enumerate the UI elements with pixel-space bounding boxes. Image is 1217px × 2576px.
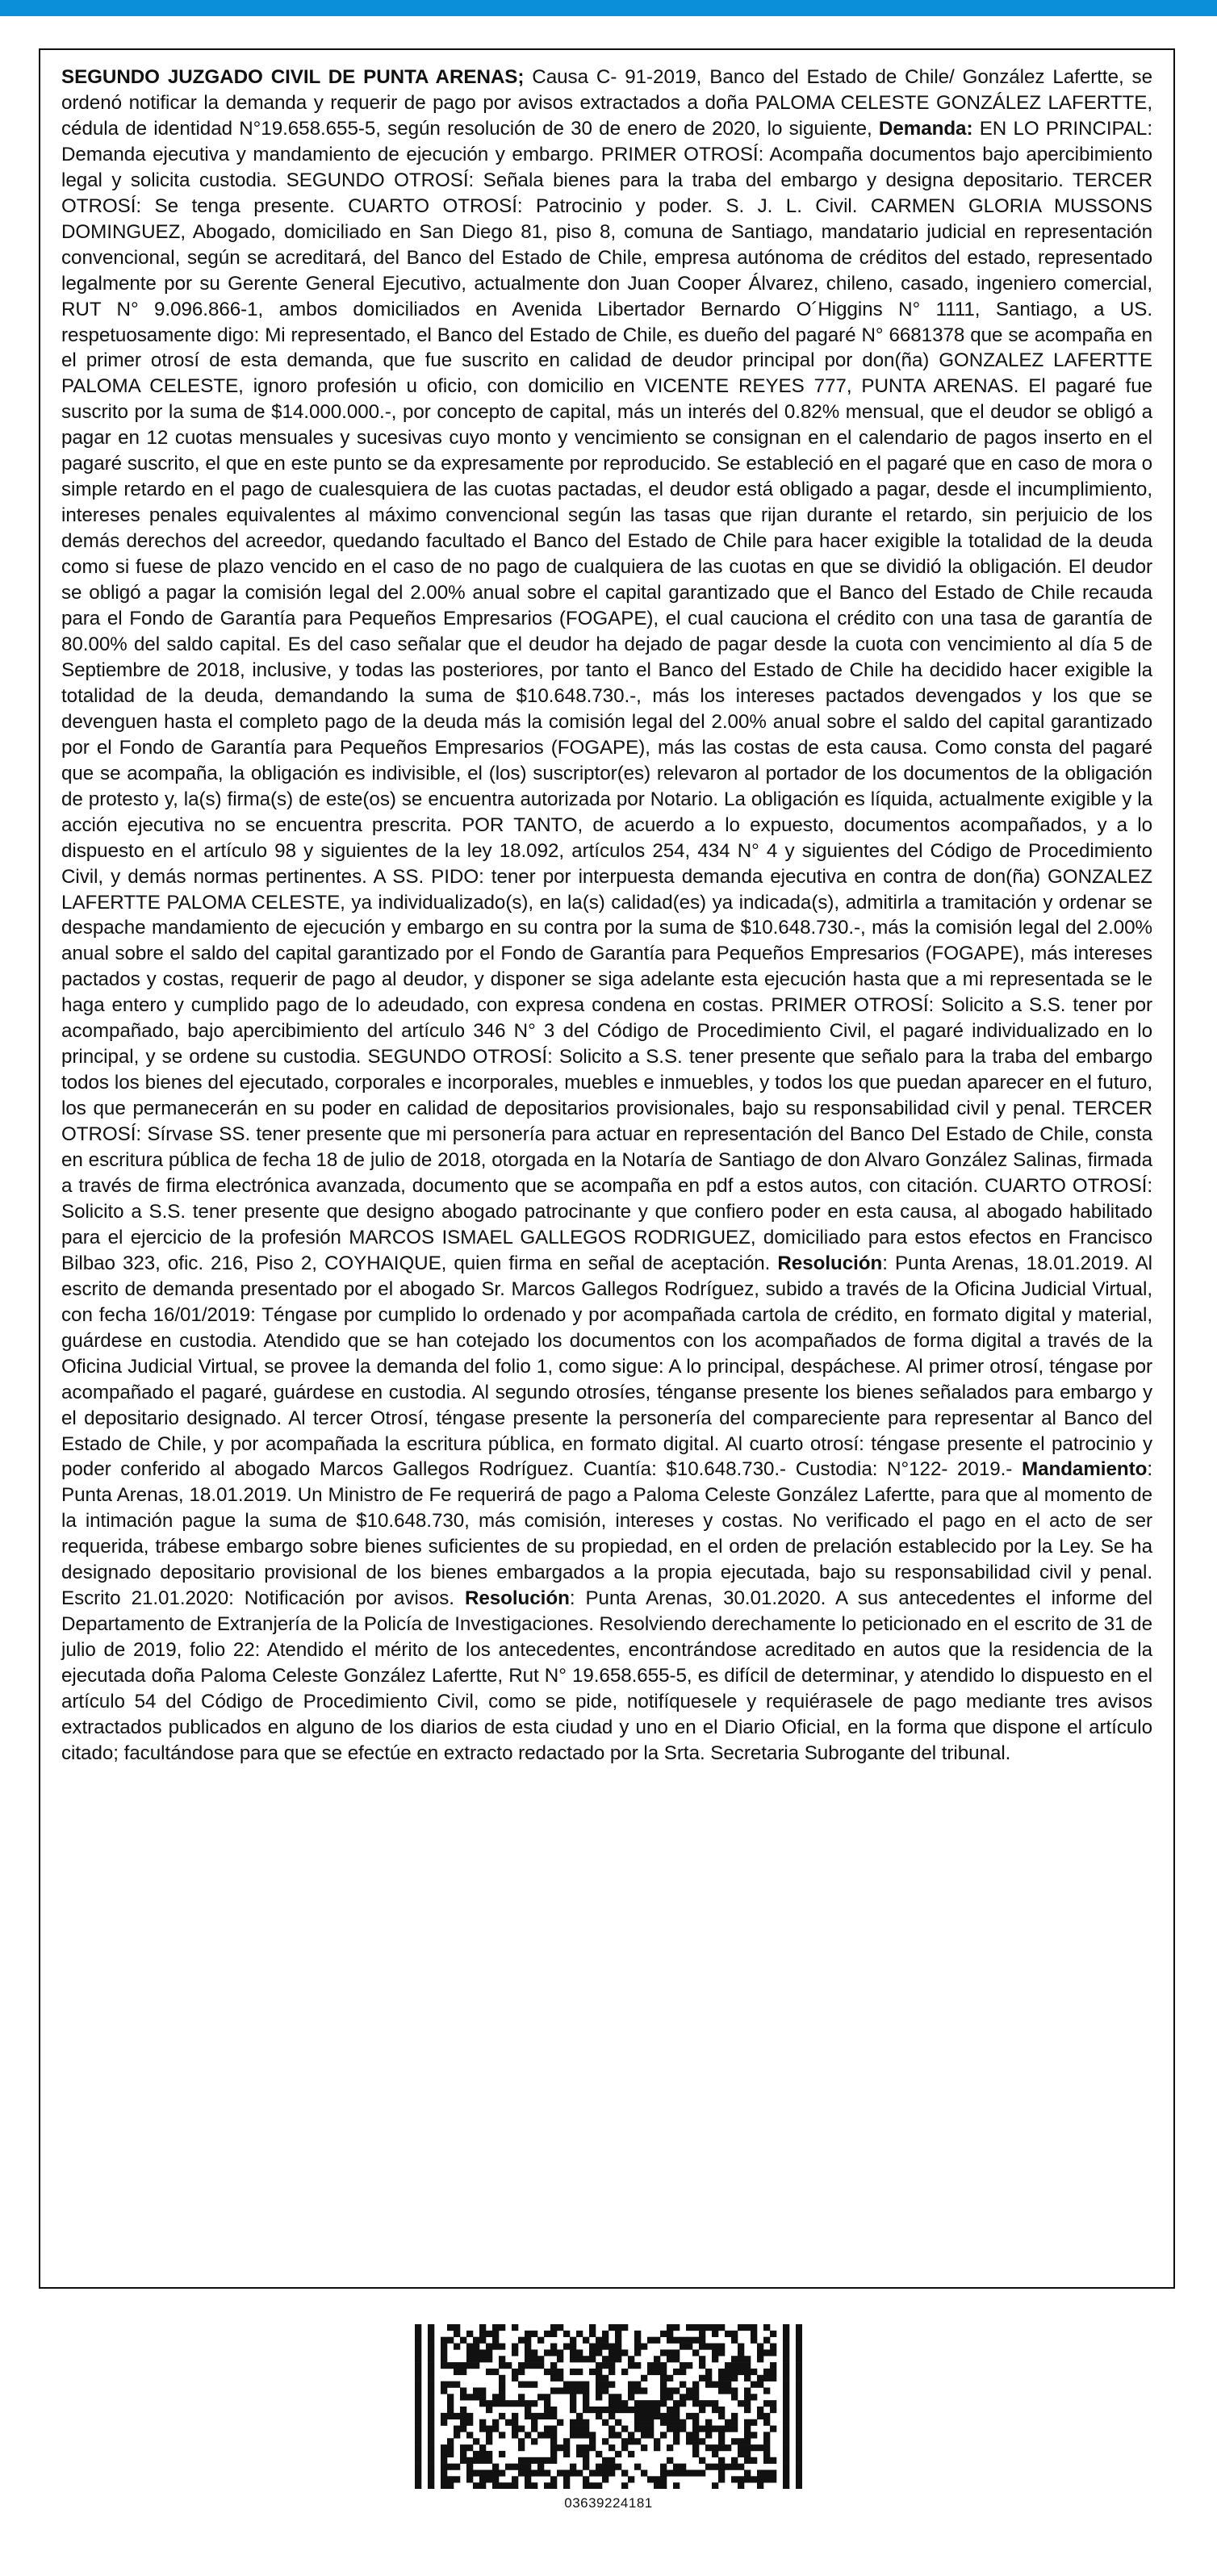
resolucion-label-2: Resolución [464, 1587, 570, 1610]
barcode-number: 03639224181 [564, 2495, 653, 2511]
barcode-icon [415, 2324, 802, 2489]
notice-paragraph-3: : Punta Arenas, 18.01.2019. Al escrito de demanda presentado por el abogado Sr. Marcos Gallegos Rodríguez, subido a través de la Oficina Judicial Virtual, con fecha 16/01/2019: Téngase por cumplido lo ordenado y por acompañada cartola de crédito, en formato digital y material, guárdese en custodia. Atendido que se han cotejado los documentos con los acompañados de forma digital a través de la Oficina Judicial Virtual, se provee la demanda del folio 1, como sigue: A lo principal, despáchese. Al primer otrosí, téngase por acompañado el pagaré, guárdese en custodia. Al segundo otrosíes, ténganse presente los bienes señalados para embargo y el depositario designado. Al tercer Otrosí, téngase presente la personería del compareciente para representar al Banco del Estado de Chile, y por acompañada la escritura pública, en formato digital. Al cuarto otrosí: téngase presente el patrocinio y poder conferido al abogado Marcos Gallegos Rodríguez. Cuantía: $10.648.730.- Custodia: N°122- 2019.- [61, 1252, 1153, 1481]
notice-paragraph-1: Causa C- 91-2019, Banco del Estado de Chile/ González Lafertte, se ordenó notificar la demanda y requerir de pago por avisos extractados a doña PALOMA CELESTE GONZÁLEZ LAFERTTE, cédula de identidad N°19.658.655-5, según resolución de 30 de enero de 2020, lo siguiente, [61, 66, 1153, 140]
resolucion-label-1: Resolución [777, 1252, 883, 1274]
notice-paragraph-4: : Punta Arenas, 18.01.2019. Un Ministro de Fe requerirá de pago a Paloma Celeste González Lafertte, para que al momento de la intimación pague la suma de $10.648.730, más comisión, intereses y costas. No verificado el pago en el acto de ser requerida, trábese embargo sobre bienes suficientes de su propiedad, en el orden de prelación establecido por la Ley. Se ha designado depositario provisional de los bienes embargados a la propia ejecutada, bajo su responsabilidad civil y penal. Escrito 21.01.2020: Notificación por avisos. [61, 1458, 1152, 1610]
demanda-label: Demanda: [878, 117, 973, 140]
notice-paragraph-5: : Punta Arenas, 30.01.2020. A sus antecedentes el informe del Departamento de Extranjería de la Policía de Investigaciones. Resolviendo derechamente lo peticionado en el escrito de 31 de julio de 2019, folio 22: Atendido el mérito de los antecedentes, encontrándose acreditado en autos que la residencia de la ejecutada doña Paloma Celeste González Lafertte, Rut N° 19.658.655-5, es difícil de determinar, y atendido lo dispuesto en el artículo 54 del Código de Procedimiento Civil, como se pide, notifíquesele y requiérasele de pago mediante tres avisos extractados publicados en alguno de los diarios de esta ciudad y uno en el Diario Oficial, en la forma que dispone el artículo citado; facultándose para que se efectúe en extracto redactado por la Srta. Secretaria Subrogante del tribunal. [61, 1587, 1152, 1764]
legal-notice-box [39, 48, 1175, 2289]
court-name: SEGUNDO JUZGADO CIVIL DE PUNTA ARENAS; [61, 66, 525, 88]
barcode [415, 2324, 802, 2526]
legal-notice-text [61, 65, 1152, 1767]
notice-paragraph-2: EN LO PRINCIPAL: Demanda ejecutiva y mandamiento de ejecución y embargo. PRIMER OTROSÍ: Acompaña documentos bajo apercibimiento legal y solicita custodia. SEGUNDO OTROSÍ: Señala bienes para la traba del embargo y designa depositario. TERCER OTROSÍ: Se tenga presente. CUARTO OTROSÍ: Patrocinio y poder. S. J. L. Civil. CARMEN GLORIA MUSSONS DOMINGUEZ, Abogado, domiciliado en San Diego 81, piso 8, comuna de Santiago, mandatario judicial en representación convencional, según se acreditará, del Banco del Estado de Chile, empresa autónoma de créditos del estado, representado legalmente por su Gerente General Ejecutivo, actualmente don Juan Cooper Álvarez, chileno, casado, ingeniero comercial, RUT N° 9.096.866-1, ambos domiciliados en Avenida Libertador Bernardo O´Higgins N° 1111, Santiago, a US. respetuosamente digo: Mi representado, el Banco del Estado de Chile, es dueño del pagaré N° 6681378 que se acompaña en el primer otrosí de esta demanda, que fue suscrito en calidad de deudor principal por don(ña) GONZALEZ LAFERTTE PALOMA CELESTE, ignoro profesión u oficio, con domicilio en VICENTE REYES 777, PUNTA ARENAS. El pagaré fue suscrito por la suma de $14.000.000.-, por concepto de capital, más un interés del 0.82% mensual, que el deudor se obligó a pagar en 12 cuotas mensuales y sucesivas cuyo monto y vencimiento se consignan en el calendario de pagos inserto en el pagaré suscrito, el que en este punto se da expresamente por reproducido. Se estableció en el pagaré que en caso de mora o simple retardo en el pago de cualesquiera de las cuotas pactadas, el deudor está obligado a pagar, desde el incumplimiento, intereses penales equivalentes al máximo convencional según las tasas que rijan durante el retardo, sin perjuicio de los demás derechos del acreedor, quedando facultado el Banco del Estado de Chile para hacer exigible la totalidad de la deuda como si fuese de plazo vencido en el caso de no pago de cualquiera de las cuotas en que se dividió la obligación. El deudor se obligó a pagar la comisión legal del 2.00% anual sobre el capital garantizado que el Banco del Estado de Chile recauda para el Fondo de Garantía para Pequeños Empresarios (FOGAPE), el cual cauciona el crédito con una tasa de garantía de 80.00% del saldo capital. Es del caso señalar que el deudor ha dejado de pagar desde la cuota con vencimiento al día 5 de Septiembre de 2018, inclusive, y todas las posteriores, por tanto el Banco del Estado de Chile ha decidido hacer exigible la totalidad de la deuda, demandando la suma de $10.648.730.-, más los intereses pactados devengados y los que se devenguen hasta el completo pago de la deuda más la comisión legal del 2.00% anual sobre el saldo del capital garantizado por el Fondo de Garantía para Pequeños Empresarios (FOGAPE), más las costas de esta causa. Como consta del pagaré que se acompaña, la obligación es indivisible, el (los) suscriptor(es) relevaron al portador de los documentos de la obligación de protesto y, la(s) firma(s) de este(os) se encuentra autorizada por Notario. La obligación es líquida, actualmente exigible y la acción ejecutiva no se encuentra prescrita. POR TANTO, de acuerdo a lo expuesto, documentos acompañados, y a lo dispuesto en el artículo 98 y siguientes de la ley 18.092, artículos 254, 434 N° 4 y siguientes del Código de Procedimiento Civil, y demás normas pertinentes. A SS. PIDO: tener por interpuesta demanda ejecutiva en contra de don(ña) GONZALEZ LAFERTTE PALOMA CELESTE, ya individualizado(s), en la(s) calidad(es) ya indicada(s), admitirla a tramitación y ordenar se despache mandamiento de ejecución y embargo en su contra por la suma de $10.648.730.-, más la comisión legal del 2.00% anual sobre el saldo del capital garantizado por el Fondo de Garantía para Pequeños Empresarios (FOGAPE), más intereses pactados y costas, requerir de pago al deudor, y disponer se siga adelante esta ejecución hasta que a mi representada se le haga entero y cumplido pago de lo adeudado, con expresa condena en costas. PRIMER OTROSÍ: Solicito a S.S. tener por acompañado, bajo apercibimiento del artículo 346 N° 3 del Código de Procedimiento Civil, el pagaré individualizado en lo principal, y se ordene su custodia. SEGUNDO OTROSÍ: Solicito a S.S. tener presente que señalo para la traba del embargo todos los bienes del ejecutado, corporales e incorporales, muebles e inmuebles, y todos los que puedan aparecer en el futuro, los que permanecerán en su poder en calidad de depositarios provisionales, bajo su responsabilidad civil y penal. TERCER OTROSÍ: Sírvase SS. tener presente que mi personería para actuar en representación del Banco Del Estado de Chile, consta en escritura pública de fecha 18 de julio de 2018, otorgada en la Notaría de Santiago de don Alvaro González Salinas, firmada a través de firma electrónica avanzada, documento que se acompaña en pdf a estos autos, con citación. CUARTO OTROSÍ: Solicito a S.S. tener presente que designo abogado patrocinante y que confiero poder en esta causa, al abogado habilitado para el ejercicio de la profesión MARCOS ISMAEL GALLEGOS RODRIGUEZ, domiciliado para estos efectos en Francisco Bilbao 323, ofic. 216, Piso 2, COYHAIQUE, quien firma en señal de aceptación. [61, 117, 1152, 1274]
mandamiento-label: Mandamiento [1021, 1458, 1148, 1481]
top-color-bar [0, 0, 1217, 16]
